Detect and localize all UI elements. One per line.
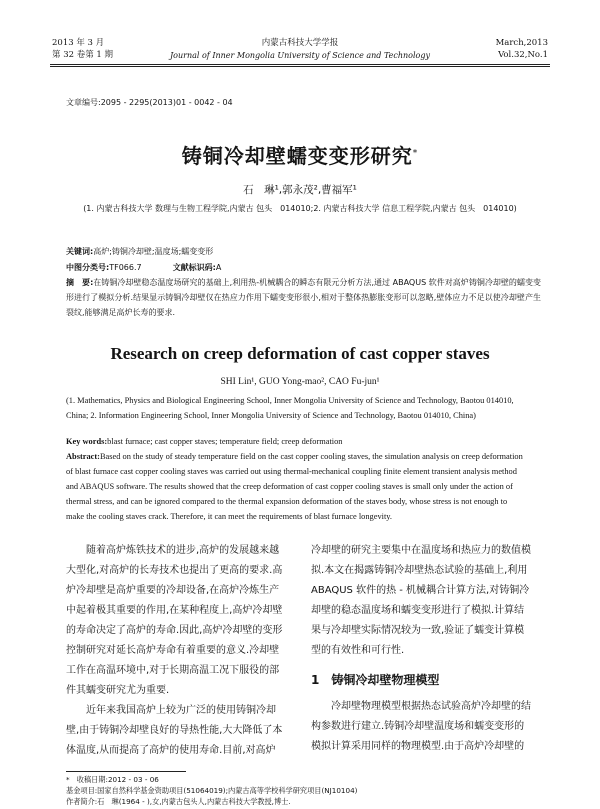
abstract-en-line: of blast furnace cast copper cooling staves was carried out using thermal-mechanical coupling finite element transient analysis method [66,467,517,476]
body-line: 却壁的稳态温度场和蠕变变形进行了模拟.计算结 [311,605,525,616]
affiliation-cn: (1. 内蒙古科技大学 数理与生物工程学院,内蒙古 包头 014010;2. 内蒙古科技大学 信息工程学院,内蒙古 包头 014010) [83,204,517,213]
body-line: 构参数进行建立.铸铜冷却壁温度场和蠕变变形的 [311,721,525,732]
authors-cn: 石 琳¹,郭永茂²,曹福军¹ [243,184,357,196]
abstract-en-line: and ABAQUS software. The results showed that the creep deformation of cast copper cooling staves is small only under the action of [66,482,513,491]
footnote-received: * 收稿日期:2012 - 03 - 06 [66,775,159,784]
body-line: 型的有效性和可行性. [311,645,405,656]
affiliation-en-line1: (1. Mathematics, Physics and Biological Engineering School, Inner Mongolia University of Science and Technology, Baotou 014010, [66,396,514,405]
abstract-cn: 摘 要:在铸铜冷却壁稳态温度场研究的基础上,利用热-机械耦合的瞬态有限元分析方法,通过 ABAQUS 软件对高炉铸铜冷却壁的蠕变变形进行了模拟分析.结果显示铸铜冷却壁仅在热应力作用下蠕变变形很小,相对于整体热膨胀变形可以忽略,壁体应力不足以使冷却壁产生裂纹,能够满足高炉长寿的要求. [66,278,541,317]
header-volume-cn: 第 32 卷第 1 期 [52,50,114,60]
body-line: 拟.本文在揭露铸铜冷却壁热态试验的基础上,利用 [311,565,528,576]
body-line: ABAQUS 软件的热 - 机械耦合计算方法,对铸铜冷 [311,585,530,596]
body-line: 中起着极其重要的作用,在某种程度上,高炉冷却壁 [66,605,283,616]
body-line: 体温度,从而提高了高炉的使用寿命.目前,对高炉 [66,745,276,756]
abstract-en-line: thermal stress, and can be ignored compared to the thermal expansion deformation of the staves body, whose stress is not enough to [66,497,508,506]
body-line: 近年来我国高炉上较为广泛的使用铸铜冷却 [66,705,276,716]
body-line: 控制研究对延长高炉寿命有着重要的意义.冷却壁 [66,645,280,656]
abstract-en [66,449,544,524]
header-date-cn: 2013 年 3 月 [52,38,105,48]
body-line: 件其蠕变研究尤为重要. [66,685,170,696]
header-volume-en: Vol.32,No.1 [498,50,548,60]
abstract-en-line: Abstract:Based on the study of steady temperature field on the cast copper cooling staves, the simulation analysis on creep deformation [66,452,523,461]
body-line: 模拟计算采用同样的物理模型.由于高炉冷却壁的 [311,741,525,752]
header-rule-thin [50,66,550,67]
title-en: Research on creep deformation of cast copper staves [110,344,490,363]
body-line: 冷却壁的研究主要集中在温度场和热应力的数值模 [311,545,531,556]
body-line: 大型化,对高炉的长寿技术也提出了更高的要求.高 [66,565,283,576]
title-cn: 铸铜冷却壁蠕变变形研究* [181,144,419,168]
body-line: 工作在高温环境中,对于长期高温工况下服役的部 [66,665,280,676]
body-line: 随着高炉炼铁技术的进步,高炉的发展越来越 [66,545,280,556]
keywords-en: Key words:blast furnace; cast copper staves; temperature field; creep deformation [66,437,343,446]
body-line: 炉冷却壁是高炉重要的冷却设备,在高炉冷炼生产 [66,585,280,596]
abstract-en-line: make the cooling staves crack. Therefore, it can meet the requirements of blast furnace longevity. [66,512,393,521]
footnote-funding: 基金项目:国家自然科学基金资助项目(51064019);内蒙古高等学校科学研究项目(NJ10104) [66,786,358,795]
header-journal-en: Journal of Inner Mongolia University of Science and Technology [169,51,431,60]
keywords-cn: 关键词:高炉;铸铜冷却壁;温度场;蠕变变形 [66,247,214,256]
body-line: 的寿命决定了高炉的寿命.因此,高炉冷却壁的变形 [66,625,283,636]
body-line: 果与冷却壁实际情况较为一致,验证了蠕变计算模 [311,625,525,636]
header-journal-cn: 内蒙古科技大学学报 [261,38,339,48]
footnote-author: 作者简介:石 琳(1964 - ),女,内蒙古包头人,内蒙古科技大学教授,博士. [66,797,291,806]
header-date-en: March,2013 [495,38,548,48]
authors-en: SHI Lin¹, GUO Yong-mao², CAO Fu-jun¹ [220,377,380,387]
footnotes [66,774,357,807]
footnote-rule [66,771,186,772]
affiliation-en-line2: China; 2. Information Engineering School, Inner Mongolia University of Science and Technology, Baotou 014010, China) [66,411,476,420]
classification: 中图分类号:TF066.7 文献标识码:A [66,263,222,272]
body-line: 壁,由于铸铜冷却壁良好的导热性能,大大降低了本 [66,725,283,736]
header-rule [50,64,550,65]
body-right-column [311,541,543,757]
article-number: 文章编号:2095 - 2295(2013)01 - 0042 - 04 [66,98,233,107]
body-left-column [66,541,296,761]
body-line: 冷却壁物理模型根据热态试验高炉冷却壁的结 [311,701,531,712]
section-heading: 1 铸铜冷却壁物理模型 [311,673,440,687]
